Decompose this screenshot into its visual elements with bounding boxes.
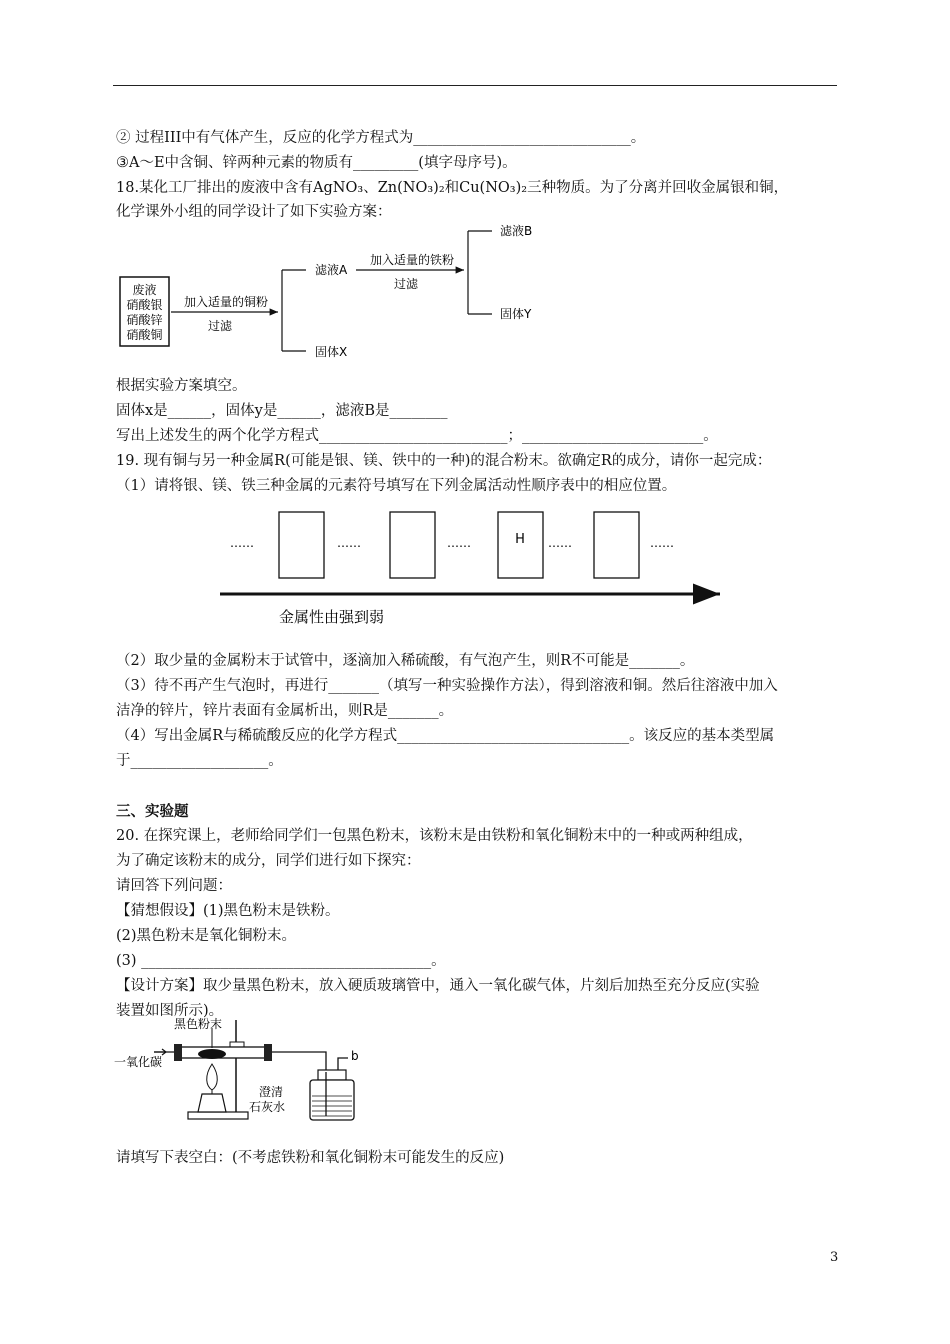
q19-part2: （2）取少量的金属粉末于试管中，逐滴加入稀硫酸，有气泡产生，则R不可能是_______。 [116,653,695,669]
step2-reagent: 加入适量的铁粉 [369,253,455,267]
q17-part2: ② 过程III中有气体产生，反应的化学方程式为______________________________。 [116,130,646,146]
q20-table-prompt: 请填写下表空白：(不考虑铁粉和氧化铜粉末可能发生的反应) [116,1150,505,1166]
outlet-label: b [351,1049,359,1063]
dots-5: …… [650,536,674,550]
q17-part3: ③A～E中含铜、锌两种元素的物质有_________(填字母序号)。 [116,155,517,171]
section-heading: 三、实验题 [116,803,189,820]
page-number: 3 [830,1250,839,1265]
q19-part3-b: 洁净的锌片，锌片表面有金属析出，则R是_______。 [116,703,454,719]
waste-agno3: 硝酸银 [126,298,163,312]
q19-stem: 19. 现有铜与另一种金属R(可能是银、镁、铁中的一种)的混合粉末。欲确定R的成分，请你一起完成： [116,453,772,469]
step1-reagent: 加入适量的铜粉 [183,295,269,309]
q18-stem-2: 化学课外小组的同学设计了如下实验方案： [116,204,392,220]
q18-stem-1: 18.某化工厂排出的废液中含有AgNO₃、Zn(NO₃)₂和Cu(NO₃)₂三种物质。为了分离并回收金属银和铜， [116,180,789,196]
q20-hypothesis-1: 【猜想假设】(1)黑色粉末是铁粉。 [116,903,340,919]
q20-design-2: 装置如图所示)。 [116,1003,224,1019]
waste-label: 废液 [132,283,157,297]
q19-part3-a: （3）待不再产生气泡时，再进行_______（填写一种实验操作方法），得到溶液和铜。然后往溶液中加入 [116,678,778,694]
q19-part4-b: 于___________________。 [116,753,283,769]
dots-2: …… [337,536,361,550]
activity-caption: 金属性由强到弱 [279,608,385,626]
waste-zn: 硝酸锌 [126,313,163,327]
solid-y: 固体Y [500,307,532,321]
header-rule [113,85,837,86]
q20-prompt: 请回答下列问题： [116,878,232,894]
solid-x: 固体X [315,345,348,359]
stand-base [188,1112,248,1119]
dots-3: …… [447,536,471,550]
blank-box-1[interactable] [279,512,324,578]
q18-instruction: 根据实验方案填空。 [116,378,247,394]
q18-blanks-1: 固体x是______，固体y是______，滤液B是________ [116,403,448,419]
q20-stem-1: 20. 在探究课上，老师给同学们一包黑色粉末，该粉末是由铁粉和氧化铜粉末中的一种或两种组成， [116,828,753,844]
activity-series-diagram [216,505,726,630]
hydrogen-label: H [515,532,525,547]
bottle-neck [318,1070,346,1080]
limewater-label-2: 石灰水 [249,1100,286,1114]
co-reduction-apparatus [114,1016,364,1126]
q19-part4-a: （4）写出金属R与稀硫酸反应的化学方程式________________________________。该反应的基本类型属 [116,728,775,744]
step2-operation: 过滤 [393,277,419,291]
dots-1: …… [230,536,254,550]
q20-design-1: 【设计方案】取少量黑色粉末，放入硬质玻璃管中，通入一氧化碳气体，片刻后加热至充分反应(实验 [116,978,760,994]
q18-blanks-2: 写出上述发生的两个化学方程式__________________________；_________________________。 [116,428,718,444]
step1-operation: 过滤 [207,319,233,333]
blank-box-3[interactable] [594,512,639,578]
powder-label: 黑色粉末 [174,1017,223,1031]
burner-icon [198,1094,226,1112]
limewater-label-1: 澄清 [259,1085,284,1099]
stopper-right [264,1044,272,1061]
stopper-left [174,1044,182,1061]
black-powder [198,1049,226,1059]
q20-hypothesis-2: (2)黑色粉末是氧化铜粉末。 [116,928,297,944]
dots-4: …… [548,536,572,550]
separation-flowchart [116,218,556,368]
q20-stem-2: 为了确定该粉末的成分，同学们进行如下探究： [116,853,421,869]
waste-cu: 硝酸铜 [126,328,163,342]
filtrate-a: 滤液A [315,263,348,277]
q19-part1: （1）请将银、镁、铁三种金属的元素符号填写在下列金属活动性顺序表中的相应位置。 [116,478,677,494]
blank-box-2[interactable] [390,512,435,578]
flame-icon [207,1064,218,1090]
q20-hypothesis-3: (3) ________________________________________。 [116,953,446,969]
wash-bottle [310,1080,354,1120]
filtrate-b: 滤液B [500,224,533,238]
co-label: 一氧化碳 [114,1055,163,1069]
